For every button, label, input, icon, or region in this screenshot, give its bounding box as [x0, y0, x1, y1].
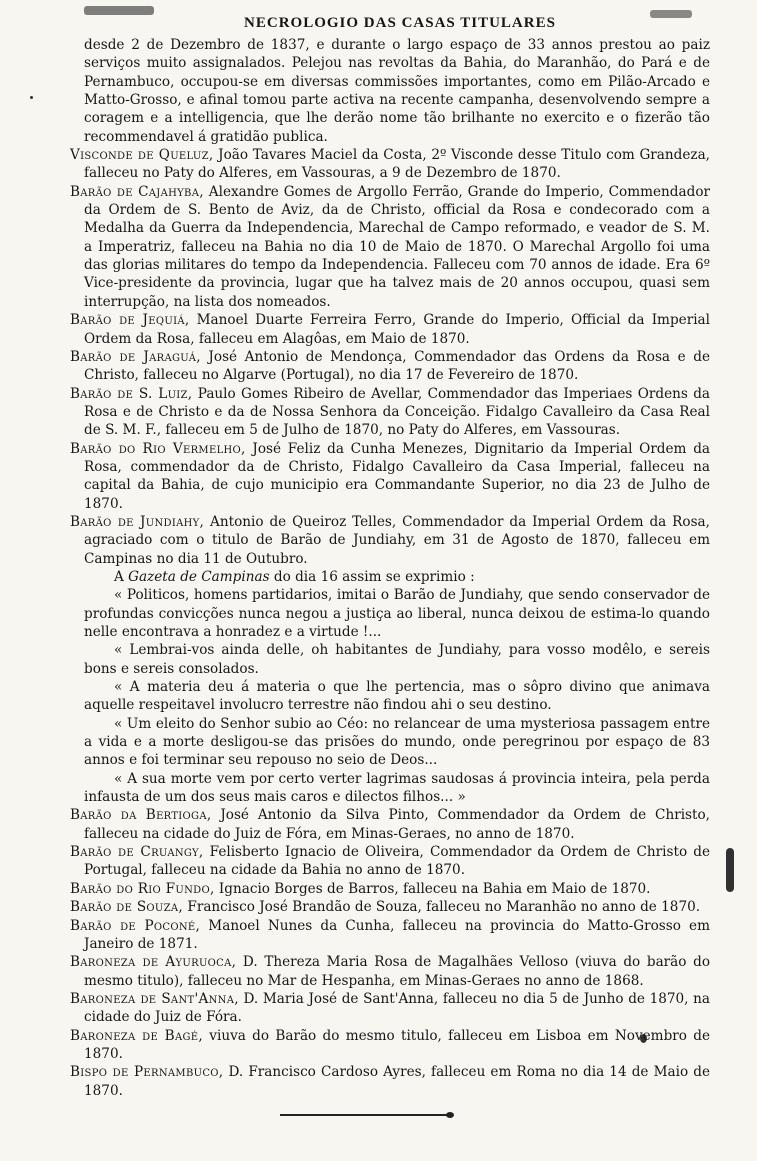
entry-text: João Tavares Maciel da Costa, 2º Visconde desse Titulo com Grandeza, falleceu no Paty do Alferes, em Vassouras, a 9 de Dezembro de 1870.: [84, 147, 710, 182]
quote-paragraph: [70, 641, 710, 678]
entry-text: viuva do Barão do mesmo titulo, falleceu em Lisboa em Novembro de 1870.: [84, 1027, 710, 1062]
obituary-entry: [70, 146, 710, 183]
entry-text: José Feliz da Cunha Menezes, Dignitario da Imperial Ordem da Rosa, commendador da de Christo, Fidalgo Cavalleiro da Casa Imperial, falleceu na capital da Bahia, de cujo municipio era Commandante Superior, no dia 23 de Julho de 1870.: [84, 440, 710, 512]
entry-title: Barão de S. Luiz,: [70, 385, 193, 402]
entry-title: Visconde de Queluz,: [70, 147, 214, 164]
obituary-entry: [70, 806, 710, 843]
entry-text: Ignacio Borges de Barros, falleceu na Bahia em Maio de 1870.: [214, 880, 651, 897]
quote-text: « Um eleito do Senhor subio ao Céo: no relancear de uma mysteriosa passagem entre a vida e a morte desligou-se das prisões do mundo, onde peregrinou por espaço de 83 annos e foi terminar seu repouso no seio de Deos...: [84, 715, 710, 769]
entry-text: Antonio de Queiroz Telles, Commendador da Imperial Ordem da Rosa, agraciado com o titulo de Barão de Jundiahy, em 31 de Agosto de 1870, falleceu em Campinas no dia 11 de Outubro.: [84, 513, 710, 567]
entry-title: Barão do Rio Fundo,: [70, 880, 215, 897]
speck-left: [30, 96, 33, 99]
entry-text: D. Maria José de Sant'Anna, falleceu no dia 5 de Junho de 1870, na cidade do Juiz de Fóra.: [84, 990, 710, 1026]
paragraph-continued: [70, 36, 710, 146]
quote-text: « A materia deu á materia o que lhe pertencia, mas o sôpro divino que animava aquelle respeitavel involucro terrestre não findou ahi o seu destino.: [84, 679, 710, 714]
obituary-entry: [70, 880, 710, 898]
quote-paragraph: [70, 678, 710, 715]
obituary-entry: [70, 1063, 710, 1100]
quote-text: « Lembrai-vos ainda delle, oh habitantes de Jundiahy, para vosso modêlo, e sereis bons e sereis consolados.: [84, 642, 710, 677]
obituary-entry: [70, 1027, 710, 1064]
quote-paragraph: [70, 586, 710, 641]
obituary-entry: [70, 843, 710, 880]
obituary-entry: [70, 953, 710, 990]
gazeta-intro: [70, 568, 710, 586]
ink-stain-right-margin: [726, 848, 734, 892]
obituary-entry: [70, 440, 710, 513]
gazeta-post: do dia 16 assim se exprimio :: [269, 568, 475, 585]
entry-title: Baroneza de Ayuruoca,: [70, 954, 237, 971]
entry-text: Manoel Nunes da Cunha, falleceu na provincia do Matto-Grosso em Janeiro de 1871.: [84, 917, 710, 952]
obituary-entry: [70, 348, 710, 385]
entry-title: Bispo de Pernambuco,: [70, 1064, 224, 1081]
entry-title: Barão de Souza,: [70, 899, 184, 916]
entry-title: Barão de Poconé,: [70, 917, 201, 934]
obituary-text: [70, 36, 710, 1100]
obituary-entry: [70, 898, 710, 916]
entry-text: José Antonio da Silva Pinto, Commendador da Ordem de Christo, falleceu na cidade do Juiz de Fóra, em Minas-Geraes, no anno de 1870.: [84, 807, 710, 842]
entry-text: D. Francisco Cardoso Ayres, falleceu em Roma no dia 14 de Maio de 1870.: [84, 1064, 710, 1099]
entry-text: Paulo Gomes Ribeiro de Avellar, Commendador das Imperiaes Ordens da Rosa e de Christo e da de Nossa Senhora da Conceição. Fidalgo Cavalleiro da Casa Real de S. M. F., falleceu em 5 de Julho de 1870, no Paty do Alferes, em Vassouras.: [84, 385, 710, 439]
running-head: NECROLOGIO DAS CASAS TITULARES: [244, 15, 556, 31]
closing-rule: [280, 1114, 450, 1116]
obituary-entry: [70, 385, 710, 440]
entry-text: José Antonio de Mendonça, Commendador das Ordens da Rosa e de Christo, falleceu no Algarve (Portugal), no dia 17 de Fevereiro de 1870.: [84, 348, 710, 384]
paragraph-text: desde 2 de Dezembro de 1837, e durante o largo espaço de 33 annos prestou ao paiz serviços muito assignalados. Pelejou nas revoltas da Bahia, do Maranhão, do Pará e de Pernambuco, occupou-se em diversas commissões importantes, como em Pilão-Arcado e Matto-Grosso, e afinal tomou parte activa na recente campanha, desenvolvendo sempre a coragem e a intelligencia, que lhe derão nome tão brilhante no exercito e o fizerão tão recommendavel á gratidão publica.: [84, 37, 710, 145]
entry-title: Barão de Jequiá,: [70, 312, 190, 329]
page-body: [70, 10, 710, 1116]
entry-text: Alexandre Gomes de Argollo Ferrão, Grande do Imperio, Commendador da Ordem de S. Bento de Aviz, da de Christo, official da Rosa e condecorado com a Medalha da Guerra da Independencia, Marechal de Campo reformado, e veador de S. M. a Imperatriz, falleceu na Bahia no dia 10 de Maio de 1870. O Marechal Argollo foi uma das glorias militares do tempo da Independencia. Falleceu com 70 annos de idade. Era 6º Vice-presidente da provincia, lugar que ha talvez mais de 20 annos occupou, quasi sem interrupção, na lista dos nomeados.: [84, 183, 710, 310]
obituary-entry: [70, 917, 710, 954]
entry-title: Barão de Jaraguá,: [70, 348, 201, 365]
entry-title: Barão do Rio Vermelho,: [70, 440, 246, 457]
quote-text: « Politicos, homens partidarios, imitai o Barão de Jundiahy, que sendo conservador de profundas convicções nunca negou a justiça ao liberal, nunca deixou de estima-lo quando nelle encontrava a honradez e a virtude !...: [84, 587, 710, 640]
entry-text: Felisberto Ignacio de Oliveira, Commendador da Ordem de Christo de Portugal, falleceu na cidade da Bahia no anno de 1870.: [84, 844, 710, 879]
quote-text: « A sua morte vem por certo verter lagrimas saudosas á provincia inteira, pela perda infausta de um dos seus mais caros e dilectos filhos... »: [84, 770, 710, 806]
entry-title: Barão de Cruangy,: [70, 844, 204, 861]
obituary-entry: [70, 183, 710, 311]
entry-title: Barão de Cajahyba,: [70, 183, 204, 200]
entry-text: D. Thereza Maria Rosa de Magalhães Velloso (viuva do barão do mesmo titulo), falleceu no Mar de Hespanha, em Minas-Geraes no anno de 1868.: [84, 954, 710, 989]
obituary-entry: [70, 311, 710, 348]
entry-title: Barão de Jundiahy,: [70, 513, 205, 530]
entry-text: Manoel Duarte Ferreira Ferro, Grande do Imperio, Official da Imperial Ordem da Rosa, falleceu em Alagôas, em Maio de 1870.: [84, 312, 710, 347]
entry-title: Baroneza de Bagé,: [70, 1027, 203, 1044]
obituary-entry: [70, 513, 710, 568]
obituary-entry: [70, 990, 710, 1027]
quote-paragraph: [70, 715, 710, 770]
entry-title: Barão da Bertioga,: [70, 807, 212, 824]
entry-title: Baroneza de Sant'Anna,: [70, 990, 239, 1007]
quote-paragraph: [70, 770, 710, 807]
gazeta-pre: A: [114, 568, 129, 585]
gazeta-title: Gazeta de Campinas: [128, 568, 270, 585]
entry-text: Francisco José Brandão de Souza, falleceu no Maranhão no anno de 1870.: [183, 899, 701, 916]
